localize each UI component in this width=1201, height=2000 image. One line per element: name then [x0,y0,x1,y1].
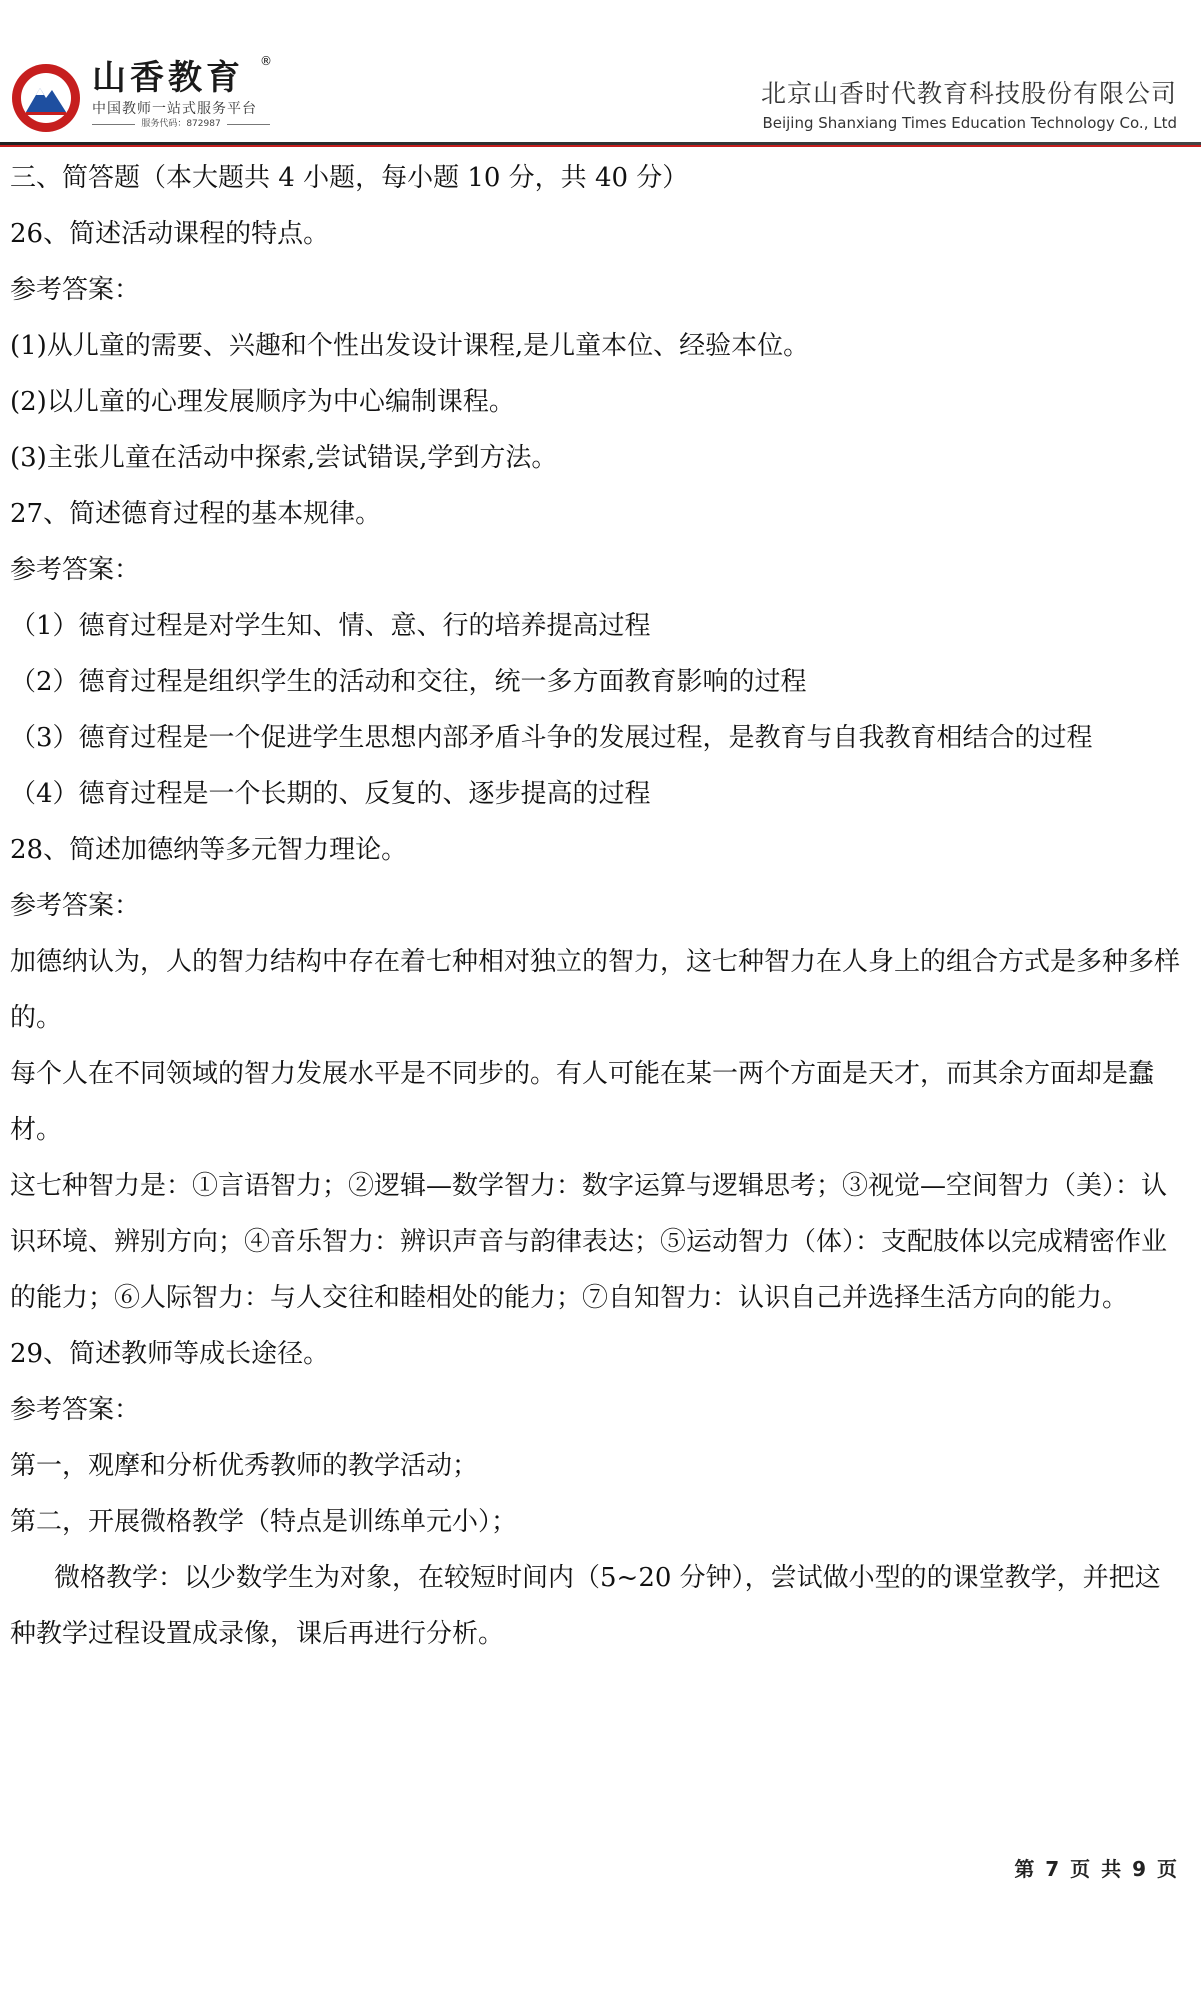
page-number: 第 7 页 共 9 页 [1014,1857,1179,1881]
brand-name: 山香教育 [92,58,244,98]
answer-line: （2）德育过程是组织学生的活动和交往，统一多方面教育影响的过程 [10,667,807,697]
answer-line: (1)从儿童的需要、兴趣和个性出发设计课程,是儿童本位、经验本位。 [10,331,810,361]
document-body [10,150,1180,1662]
answer-paragraph: 每个人在不同领域的智力发展水平是不同步的。有人可能在某一两个方面是天才，而其余方面却是蠢材。 [10,1059,1155,1145]
answer-paragraph: 加德纳认为，人的智力结构中存在着七种相对独立的智力，这七种智力在人身上的组合方式是多种多样的。 [10,947,1181,1033]
shanxiang-logo-icon [10,62,82,134]
section-heading: 三、简答题（本大题共 4 小题，每小题 10 分，共 40 分） [10,163,689,193]
registered-mark: ® [260,54,272,68]
company-block [761,78,1177,134]
question-28: 28、简述加德纳等多元智力理论。 [10,835,408,865]
company-name-cn: 北京山香时代教育科技股份有限公司 [760,79,1177,108]
brand-service-code [92,118,270,130]
question-29: 29、简述教师等成长途径。 [10,1339,330,1369]
page-header [0,0,1201,150]
company-name-en: Beijing Shanxiang Times Education Technology Co., Ltd [762,114,1177,132]
brand-tagline: 中国教师一站式服务平台 [92,101,257,117]
answer-label: 参考答案： [10,891,141,921]
brand-block [92,54,292,130]
answer-line: （3）德育过程是一个促进学生思想内部矛盾斗争的发展过程，是教育与自我教育相结合的过程 [10,723,1093,753]
answer-line: （1）德育过程是对学生知、情、意、行的培养提高过程 [10,611,651,641]
answer-line: (3)主张儿童在活动中探索,尝试错误,学到方法。 [10,443,558,473]
answer-line: 第一，观摩和分析优秀教师的教学活动； [10,1451,479,1481]
answer-paragraph: 这七种智力是：①言语智力；②逻辑—数学智力：数字运算与逻辑思考；③视觉—空间智力（美）：认识环境、辨别方向；④音乐智力：辨识声音与韵律表达；⑤运动智力（体）：支配肢体以完成精密作业的能力；⑥人际智力：与人交往和睦相处的能力；⑦自知智力：认识自己并选择生活方向的能力。 [10,1171,1168,1313]
answer-label: 参考答案： [10,555,141,585]
service-code-text: 服务代码：872987 [141,119,221,129]
answer-line: 第二，开展微格教学（特点是训练单元小）； [10,1507,518,1537]
answer-paragraph: 微格教学：以少数学生为对象，在较短时间内（5~20 分钟），尝试做小型的的课堂教学，并把这种教学过程设置成录像，课后再进行分析。 [10,1563,1161,1649]
answer-line: （4）德育过程是一个长期的、反复的、逐步提高的过程 [10,779,651,809]
answer-label: 参考答案： [10,1395,141,1425]
question-27: 27、简述德育过程的基本规律。 [10,499,382,529]
question-26: 26、简述活动课程的特点。 [10,219,330,249]
header-divider-red [0,145,1201,147]
answer-label: 参考答案： [10,275,141,305]
answer-line: (2)以儿童的心理发展顺序为中心编制课程。 [10,387,515,417]
